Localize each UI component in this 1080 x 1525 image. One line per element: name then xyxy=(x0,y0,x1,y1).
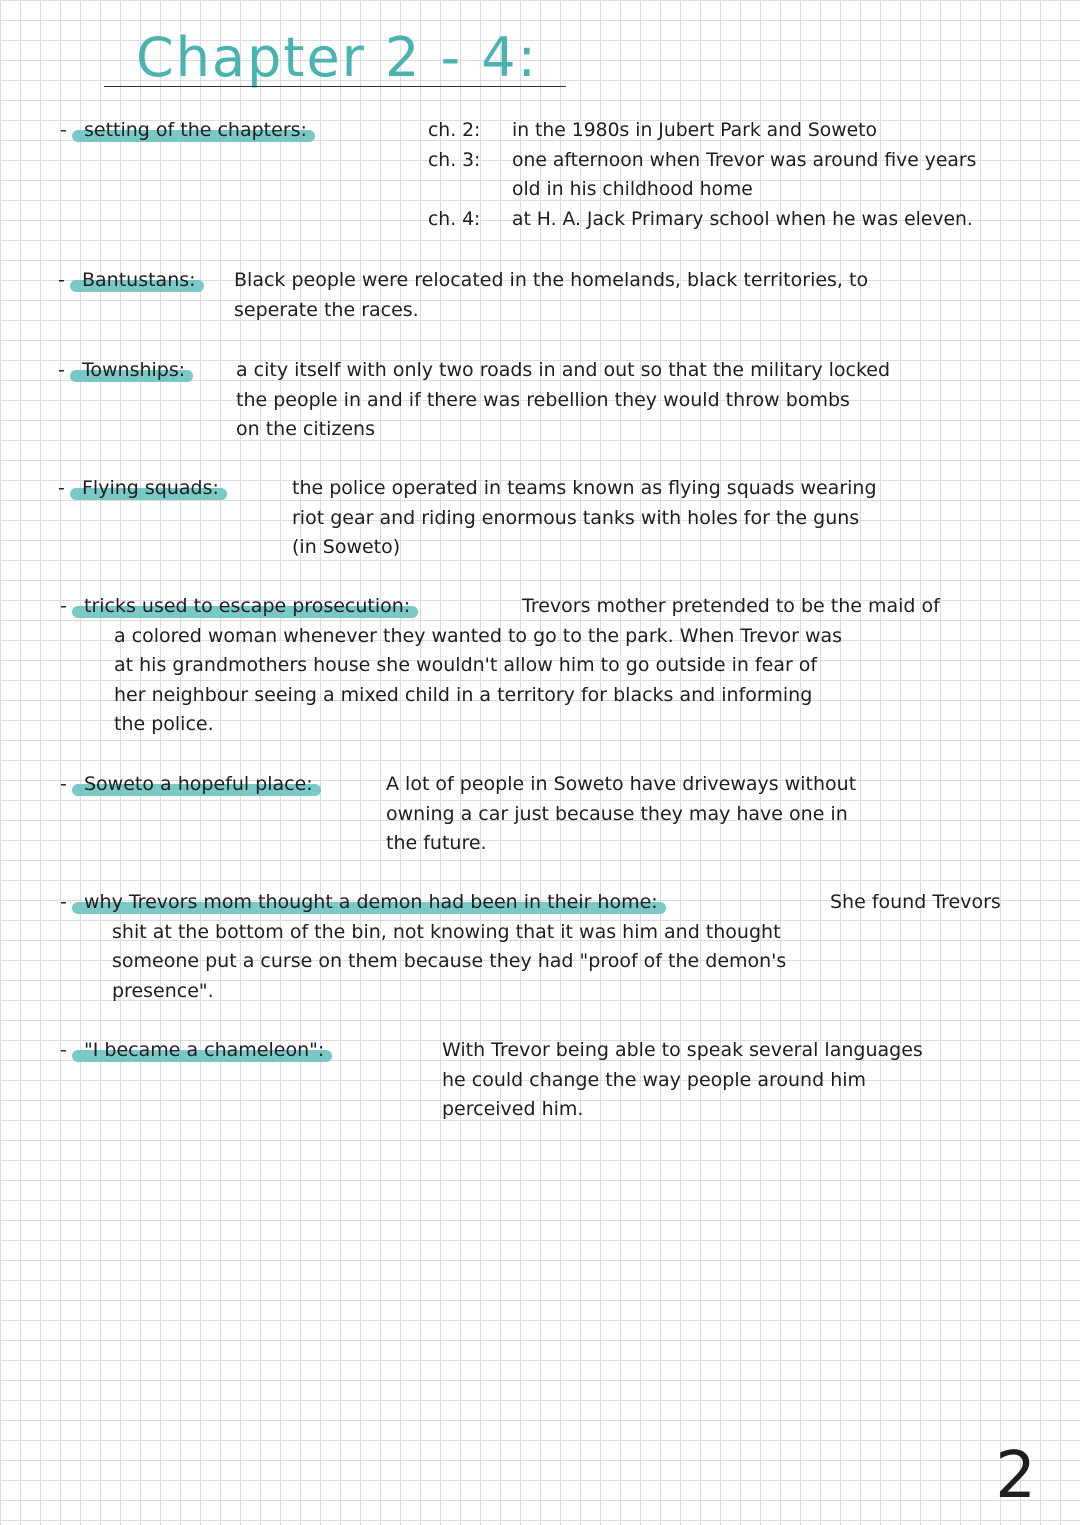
body-line: Trevors mother pretended to be the maid of xyxy=(522,595,940,617)
bullet-dash: - xyxy=(60,1039,67,1061)
setting-text: at H. A. Jack Primary school when he was eleven. xyxy=(512,208,973,230)
setting-row xyxy=(428,116,1078,146)
body-line: the police operated in teams known as flying squads wearing xyxy=(292,477,877,499)
label-text: Townships: xyxy=(82,359,186,381)
chapter-ref: ch. 2: xyxy=(428,120,481,141)
body-line: seperate the races. xyxy=(234,298,419,321)
entry-body xyxy=(428,116,1078,234)
entry-body xyxy=(234,266,868,325)
body-line: at his grandmothers house she wouldn't allow him to go outside in fear of xyxy=(114,654,818,676)
setting-text: old in his childhood home xyxy=(512,179,753,200)
bullet-dash: - xyxy=(60,891,67,913)
label-text: Flying squads: xyxy=(82,477,219,499)
body-line: riot gear and riding enormous tanks with holes for the guns xyxy=(292,506,860,529)
body-line: the future. xyxy=(386,832,487,854)
body-line: She found Trevors xyxy=(830,891,1001,913)
body-line: a city itself with only two roads in and out so that the military locked xyxy=(236,359,891,381)
body-line: With Trevor being able to speak several languages xyxy=(442,1039,923,1061)
chapter-ref: ch. 4: xyxy=(428,208,481,230)
bullet-dash: - xyxy=(58,477,65,499)
entry-body xyxy=(386,770,856,859)
label-text: "I became a chameleon": xyxy=(84,1039,325,1061)
setting-text: in the 1980s in Jubert Park and Soweto xyxy=(512,120,877,141)
body-line: her neighbour seeing a mixed child in a territory for blacks and informing xyxy=(114,683,813,706)
entry-label xyxy=(82,266,196,296)
entry-label xyxy=(82,474,219,504)
body-line: he could change the way people around him xyxy=(442,1068,867,1091)
body-line: (in Soweto) xyxy=(292,536,401,558)
label-text: Bantustans: xyxy=(82,269,196,291)
entry-label xyxy=(84,888,658,918)
body-line: Black people were relocated in the homelands, black territories, to xyxy=(234,269,869,291)
body-line: someone put a curse on them because they had "proof of the demon's xyxy=(112,950,787,972)
bullet-dash: - xyxy=(58,359,65,381)
bullet-dash: - xyxy=(60,595,67,617)
bullet-dash: - xyxy=(58,269,65,291)
page-title: Chapter 2 - 4: xyxy=(136,26,538,89)
title-underline xyxy=(104,86,566,87)
label-text: why Trevors mom thought a demon had been in their home: xyxy=(84,891,658,913)
page-number: 2 xyxy=(995,1439,1036,1513)
setting-row xyxy=(428,205,1078,235)
entry-first-line xyxy=(522,592,940,622)
body-line: the people in and if there was rebellion they would throw bombs xyxy=(236,388,850,411)
entry-label xyxy=(84,1036,324,1066)
entry-label xyxy=(82,356,185,386)
entry-body xyxy=(442,1036,923,1125)
entry-body xyxy=(114,622,842,740)
label-text: tricks used to escape prosecution: xyxy=(84,595,411,617)
setting-text: one afternoon when Trevor was around five years xyxy=(512,149,977,171)
label-text: Soweto a hopeful place: xyxy=(84,773,313,795)
entry-label xyxy=(84,116,307,146)
entry-label xyxy=(84,770,313,800)
body-line: owning a car just because they may have one in xyxy=(386,802,848,825)
body-line: on the citizens xyxy=(236,418,375,440)
entry-body xyxy=(292,474,877,563)
setting-row xyxy=(428,175,1078,205)
entry-first-line xyxy=(830,888,1001,918)
body-line: a colored woman whenever they wanted to go to the park. When Trevor was xyxy=(114,624,843,647)
chapter-ref xyxy=(428,175,512,205)
bullet-dash: - xyxy=(60,119,67,141)
bullet-dash: - xyxy=(60,773,67,795)
setting-row xyxy=(428,146,1078,176)
body-line: perceived him. xyxy=(442,1098,584,1120)
entry-body xyxy=(236,356,890,445)
body-line: shit at the bottom of the bin, not knowing that it was him and thought xyxy=(112,920,781,943)
body-line: A lot of people in Soweto have driveways without xyxy=(386,773,857,795)
entry-body xyxy=(112,918,786,1007)
entry-label xyxy=(84,592,410,622)
label-text: setting of the chapters: xyxy=(84,119,307,141)
chapter-ref: ch. 3: xyxy=(428,149,481,171)
body-line: presence". xyxy=(112,979,214,1002)
body-line: the police. xyxy=(114,713,214,735)
